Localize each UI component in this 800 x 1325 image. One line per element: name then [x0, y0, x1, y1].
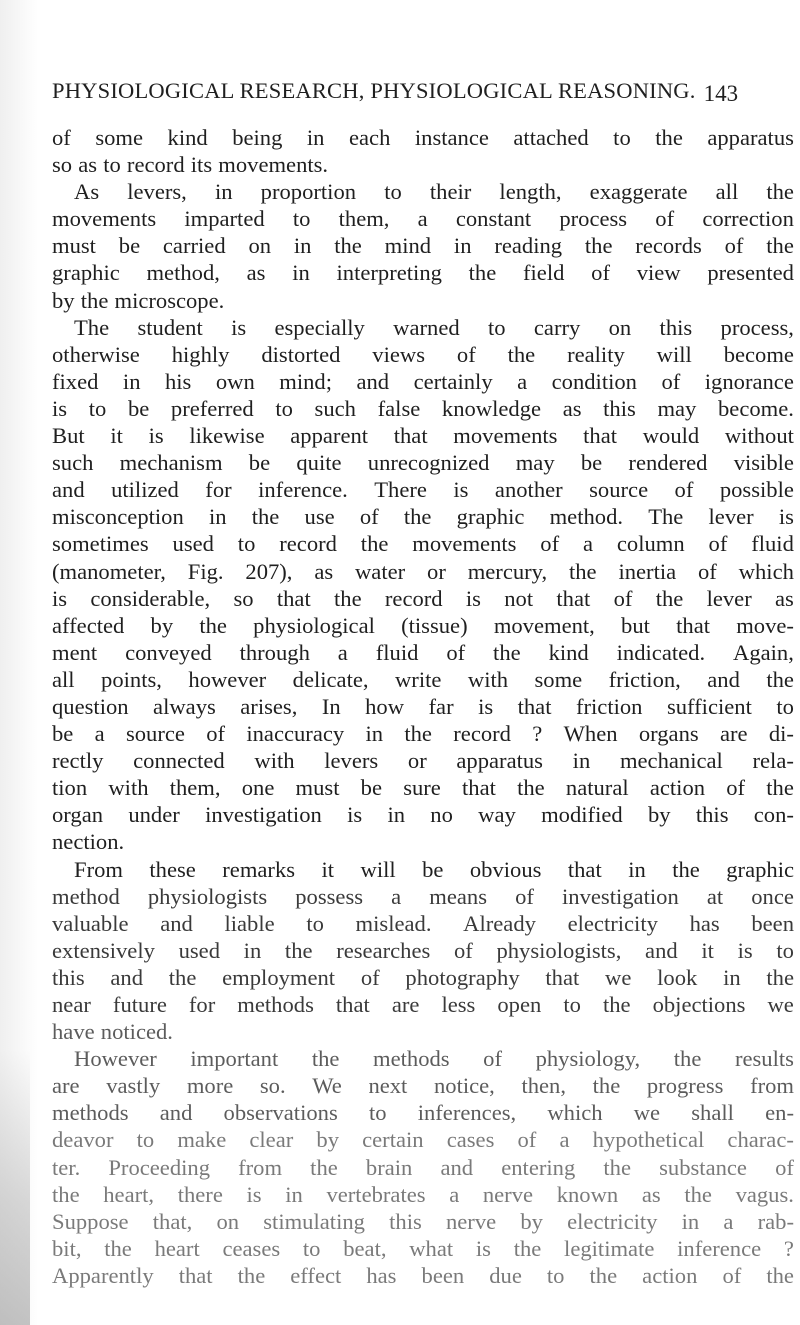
text-line: But it is likewise apparent that movements that would without — [52, 423, 794, 449]
text-line: nection. — [52, 829, 125, 855]
page-number: 143 — [703, 81, 739, 106]
text-line: ter. Proceeding from the brain and entering the substance of — [52, 1154, 794, 1180]
text-line: bit, the heart ceases to beat, what is the legitimate inference ? — [52, 1235, 794, 1261]
page-edge-shadow — [0, 1050, 30, 1325]
text-line: graphic method, as in interpreting the field of view presented — [52, 260, 794, 286]
text-line: have noticed. — [52, 1019, 173, 1045]
text-line: extensively used in the researches of physiologists, and it is to — [52, 937, 794, 963]
text-line: of some kind being in each instance attached to the apparatus — [52, 125, 794, 150]
text-line: movements imparted to them, a constant process of correction — [52, 206, 794, 232]
text-line: tion with them, one must be sure that the natural action of the — [52, 775, 794, 801]
text-line: sometimes used to record the movements of a column of fluid — [52, 531, 794, 557]
text-line: Apparently that the effect has been due to the action of the — [52, 1262, 794, 1288]
text-line: Suppose that, on stimulating this nerve by electricity in a rab- — [52, 1208, 794, 1234]
text-line: and utilized for inference. There is another source of possible — [52, 477, 794, 503]
text-line: is considerable, so that the record is not that of the lever as — [52, 585, 794, 611]
text-line: must be carried on in the mind in reading the records of the — [52, 233, 794, 259]
text-line: deavor to make clear by certain cases of a hypothetical charac- — [52, 1127, 794, 1153]
text-line: otherwise highly distorted views of the reality will become — [52, 341, 794, 367]
text-line: However important the methods of physiology, the results — [74, 1046, 794, 1072]
text-line: misconception in the use of the graphic method. The lever is — [52, 504, 794, 530]
text-line: From these remarks it will be obvious that in the graphic — [74, 856, 794, 882]
text-line: all points, however delicate, write with some friction, and the — [52, 666, 794, 692]
body-text — [52, 124, 794, 1289]
text-line: organ under investigation is in no way modified by this con- — [52, 802, 794, 828]
text-line: valuable and liable to mislead. Already electricity has been — [52, 910, 794, 936]
text-line: ment conveyed through a fluid of the kind indicated. Again, — [52, 639, 794, 665]
page-header — [52, 70, 788, 104]
text-line: question always arises, In how far is that friction sufficient to — [52, 693, 794, 719]
text-line: are vastly more so. We next notice, then, the progress from — [52, 1073, 794, 1099]
text-line: be a source of inaccuracy in the record ? When organs are di- — [52, 721, 794, 747]
text-line: method physiologists possess a means of investigation at once — [52, 883, 794, 909]
text-line: fixed in his own mind; and certainly a condition of ignorance — [52, 368, 794, 394]
text-line: this and the employment of photography that we look in the — [52, 964, 794, 990]
running-title: PHYSIOLOGICAL RESEARCH, PHYSIOLOGICAL REASONING. — [52, 78, 696, 103]
text-line: The student is especially warned to carry on this process, — [74, 314, 794, 340]
text-line: affected by the physiological (tissue) movement, but that move- — [52, 612, 794, 638]
text-line: such mechanism be quite unrecognized may be rendered visible — [52, 450, 794, 476]
text-line: is to be preferred to such false knowledge as this may become. — [52, 395, 794, 421]
text-line: rectly connected with levers or apparatus in mechanical rela- — [52, 748, 794, 774]
text-line: As levers, in proportion to their length, exaggerate all the — [74, 179, 794, 205]
text-line: by the microscope. — [52, 287, 225, 313]
text-line: (manometer, Fig. 207), as water or mercury, the inertia of which — [52, 558, 794, 584]
text-line: the heart, there is in vertebrates a nerve known as the vagus. — [52, 1181, 794, 1207]
text-line: near future for methods that are less open to the objections we — [52, 992, 794, 1017]
text-line: so as to record its movements. — [52, 152, 329, 178]
text-line: methods and observations to inferences, which we shall en- — [52, 1100, 794, 1126]
